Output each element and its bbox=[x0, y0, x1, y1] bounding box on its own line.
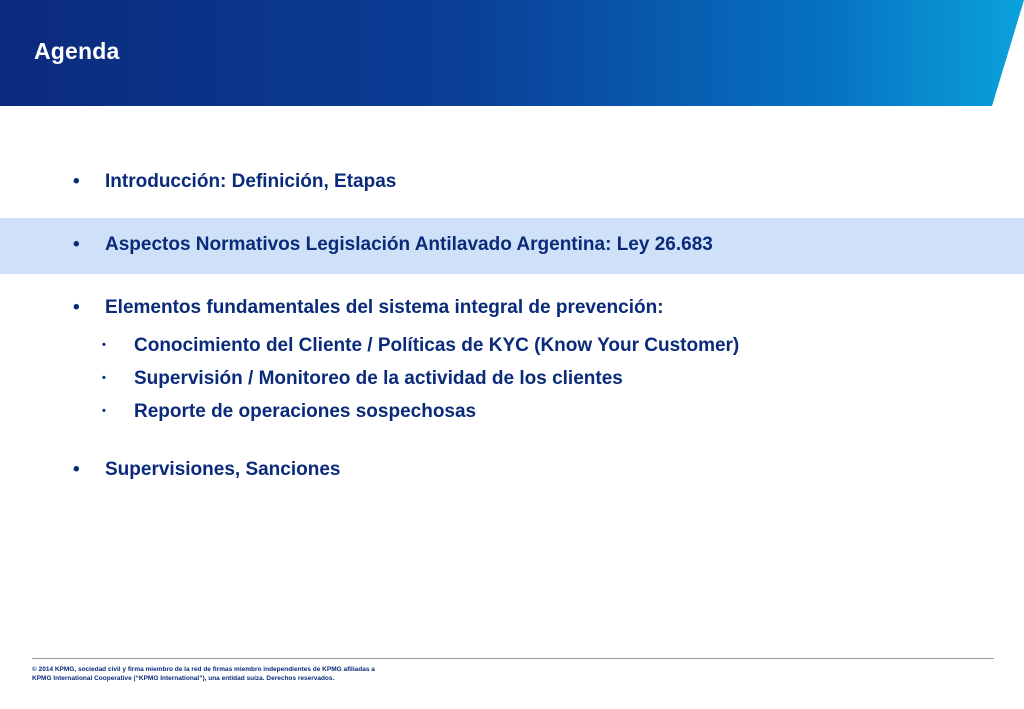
sub-bullet-dot: • bbox=[102, 405, 106, 417]
agenda-item-supervisiones bbox=[73, 459, 340, 481]
sub-bullet-dot: • bbox=[102, 339, 106, 351]
agenda-item-aspectos-normativos bbox=[73, 234, 713, 256]
header-band bbox=[0, 0, 1024, 106]
bullet-dot: • bbox=[73, 297, 80, 318]
agenda-item-elementos bbox=[73, 297, 664, 319]
bullet-dot: • bbox=[73, 171, 80, 192]
agenda-subitem-reporte bbox=[102, 401, 476, 423]
footer-divider bbox=[32, 658, 994, 659]
agenda-subitem-text: Supervisión / Monitoreo de la actividad de los clientes bbox=[134, 368, 623, 389]
agenda-item-introduccion bbox=[73, 171, 396, 193]
bullet-dot: • bbox=[73, 234, 80, 255]
agenda-subitem-conocimiento bbox=[102, 335, 739, 357]
footer-line-2: KPMG International Cooperative (“KPMG International”), una entidad suiza. Derechos reservados. bbox=[32, 675, 335, 682]
bullet-dot: • bbox=[73, 459, 80, 480]
agenda-item-text: Introducción: Definición, Etapas bbox=[105, 171, 397, 192]
sub-bullet-dot: • bbox=[102, 372, 106, 384]
agenda-item-text: Elementos fundamentales del sistema integral de prevención: bbox=[105, 297, 664, 318]
agenda-item-text: Supervisiones, Sanciones bbox=[105, 459, 341, 480]
agenda-item-text: Aspectos Normativos Legislación Antilavado Argentina: Ley 26.683 bbox=[105, 234, 713, 255]
page-title: Agenda bbox=[34, 38, 120, 64]
footer-line-1: © 2014 KPMG, sociedad civil y firma miembro de la red de firmas miembro independientes de KPMG afiliadas a bbox=[32, 666, 375, 673]
header-gradient-shape bbox=[0, 0, 1024, 106]
agenda-subitem-text: Conocimiento del Cliente / Políticas de KYC (Know Your Customer) bbox=[134, 335, 740, 356]
agenda-subitem-text: Reporte de operaciones sospechosas bbox=[134, 401, 477, 422]
footer-copyright bbox=[32, 665, 375, 683]
agenda-subitem-supervision bbox=[102, 368, 623, 390]
